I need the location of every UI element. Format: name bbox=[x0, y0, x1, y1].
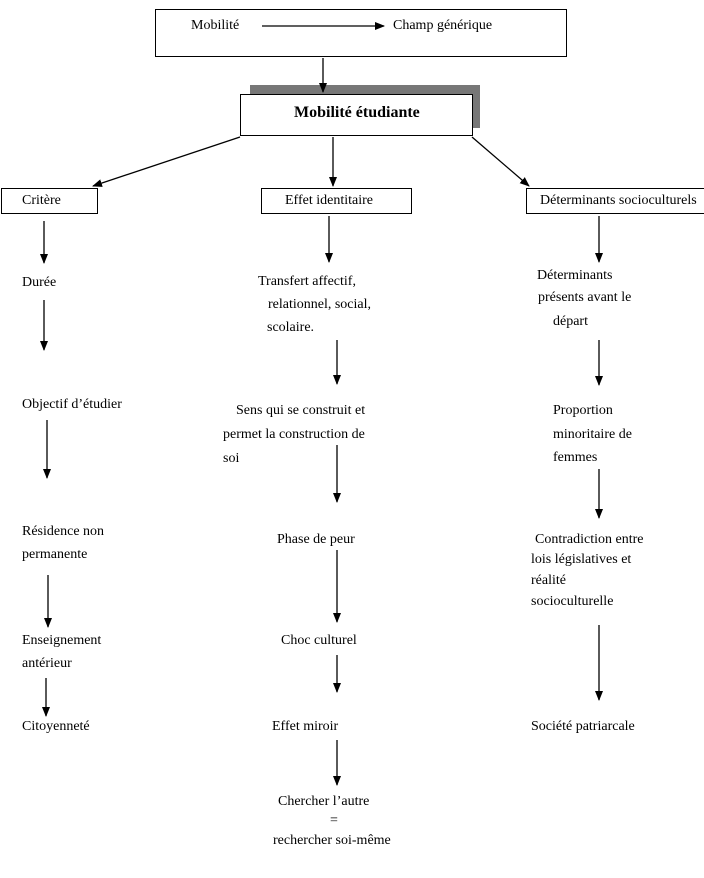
right-item-3-line1: Contradiction entre bbox=[535, 532, 644, 547]
left-item-4-line2: antérieur bbox=[22, 656, 72, 671]
middle-item-6-line3: rechercher soi-même bbox=[273, 833, 391, 848]
left-item-4-line1: Enseignement bbox=[22, 633, 102, 648]
left-item-5: Citoyenneté bbox=[22, 719, 90, 734]
left-item-3-line1: Résidence non bbox=[22, 524, 105, 539]
middle-item-5: Effet miroir bbox=[272, 719, 339, 734]
middle-header-label: Effet identitaire bbox=[285, 193, 373, 208]
middle-item-6-line1: Chercher l’autre bbox=[278, 794, 370, 809]
middle-item-2-line3: soi bbox=[223, 451, 240, 466]
middle-item-1-line1: Transfert affectif, bbox=[258, 274, 356, 289]
right-item-3-line4: socioculturelle bbox=[531, 594, 614, 609]
right-item-2-line1: Proportion bbox=[553, 403, 613, 418]
right-header-label: Déterminants socioculturels bbox=[540, 193, 697, 208]
middle-item-1-line2: relationnel, social, bbox=[268, 297, 372, 312]
middle-item-2-line2: permet la construction de bbox=[223, 427, 365, 442]
middle-item-2-line1: Sens qui se construit et bbox=[236, 403, 366, 418]
left-item-3-line2: permanente bbox=[22, 547, 88, 562]
left-item-2: Objectif d’étudier bbox=[22, 397, 122, 412]
right-item-2-line2: minoritaire de bbox=[553, 427, 632, 442]
right-item-3-line3: réalité bbox=[531, 573, 566, 588]
middle-item-4: Choc culturel bbox=[281, 633, 357, 648]
right-item-3-line2: lois législatives et bbox=[531, 552, 632, 567]
middle-item-6-line2: = bbox=[330, 813, 338, 828]
left-header-label: Critère bbox=[22, 193, 61, 208]
right-item-1-line1: Déterminants bbox=[537, 268, 613, 283]
left-item-1: Durée bbox=[22, 275, 57, 290]
right-item-1-line3: départ bbox=[553, 314, 588, 329]
right-item-2-line3: femmes bbox=[553, 450, 598, 465]
right-item-1-line2: présents avant le bbox=[538, 290, 632, 305]
arrow-center-to-determinants bbox=[472, 137, 529, 186]
center-title: Mobilité étudiante bbox=[294, 104, 420, 121]
middle-item-1-line3: scolaire. bbox=[267, 320, 315, 335]
right-item-4: Société patriarcale bbox=[531, 719, 635, 734]
top-right-label: Champ générique bbox=[393, 18, 493, 33]
arrow-center-to-critere bbox=[93, 137, 240, 186]
top-left-label: Mobilité bbox=[191, 18, 240, 33]
middle-item-3: Phase de peur bbox=[277, 532, 355, 547]
